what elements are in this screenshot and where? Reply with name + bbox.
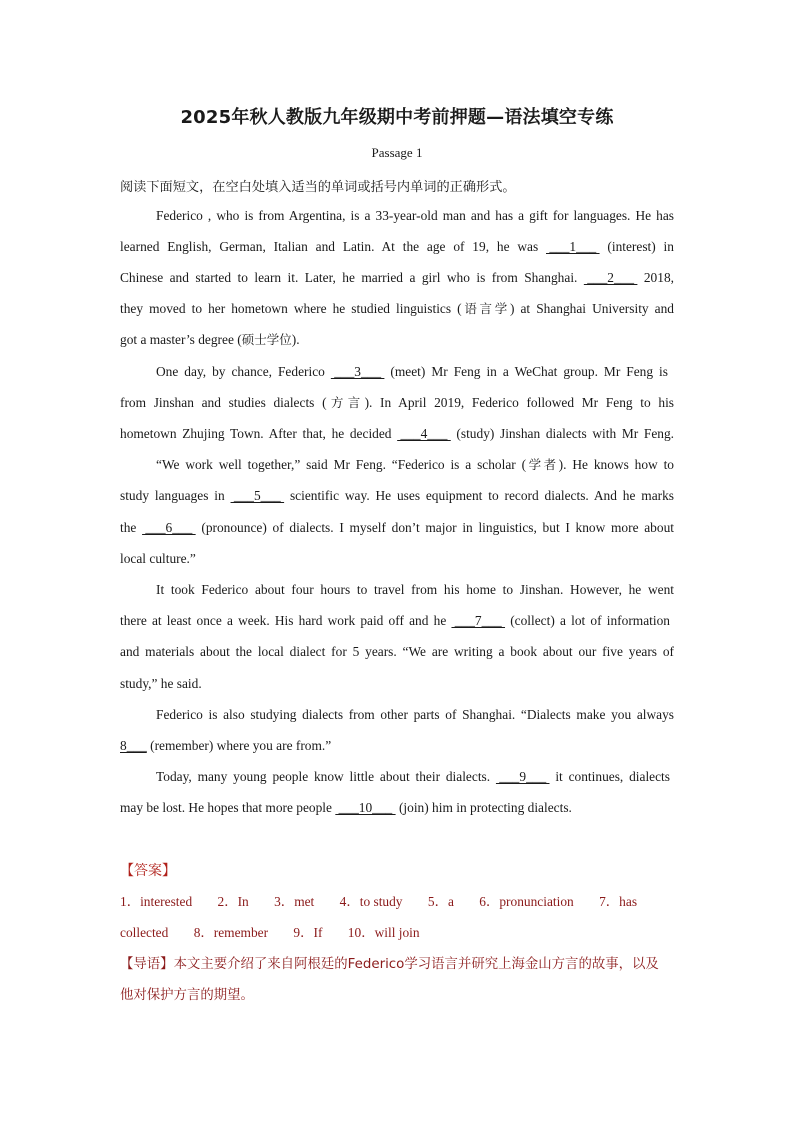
answer-item: 10．will join	[347, 925, 420, 940]
passage-text: study,” he said.	[120, 676, 202, 691]
passage-text: there at least once a week. His hard work paid off and he	[120, 613, 447, 628]
passage-text: (interest) in	[607, 239, 674, 254]
passage-text: scientific way. He uses equipment to record dialects. And he marks	[289, 488, 675, 503]
passage-subtitle: Passage 1	[371, 145, 423, 160]
passage-text: local culture.”	[120, 551, 196, 566]
passage-text: learned English, German, Italian and Latin. At the age of 19, he was	[120, 239, 539, 254]
passage-line	[120, 330, 674, 350]
passage-text: and materials about the local dialect for 5 years. “We are writing a book about our five years of	[120, 644, 674, 659]
passage-text: (meet) Mr Feng in a WeChat group. Mr Feng is	[390, 364, 668, 379]
passage-line	[120, 642, 674, 662]
passage-text: (join) him in protecting dialects.	[398, 800, 572, 815]
passage-line	[120, 424, 674, 444]
passage-text: “We work well together,” said Mr Feng. “Federico is a scholar (	[156, 457, 527, 472]
answer-item: 1．interested	[120, 894, 193, 909]
passage-line	[120, 518, 674, 538]
passage-text: One day, by chance, Federico	[156, 364, 325, 379]
passage-text: Chinese and started to learn it. Later, he married a girl who is from Shanghai.	[120, 270, 578, 285]
passage-text: may be lost. He hopes that more people	[120, 800, 332, 815]
blank-10[interactable]: ___10___	[335, 800, 396, 815]
passage-text: ). In April 2019, Federico followed Mr Feng to his	[364, 395, 674, 410]
answer-line-1	[120, 892, 674, 912]
passage-text: Federico , who is from Argentina, is a 33-year-old man and has a gift for languages. He has	[156, 208, 674, 223]
answer-item: 3．met	[274, 894, 315, 909]
blank-7[interactable]: ___7___	[451, 613, 506, 628]
blank-4[interactable]: ___4___	[397, 426, 451, 441]
passage-line	[156, 580, 674, 600]
passage-text: from Jinshan and studies dialects (	[120, 395, 327, 410]
answer-item: collected	[120, 925, 169, 940]
page-title: 2025年秋人教版九年级期中考前押题—语法填空专练	[180, 107, 614, 128]
guide-text: 本文主要介绍了来自阿根廷的Federico学习语言并研究上海金山方言的故事，以及	[173, 957, 659, 972]
blank-6[interactable]: ___6___	[142, 520, 196, 535]
passage-text: they moved to her hometown where he studied linguistics (	[120, 301, 462, 316]
passage-text: (pronounce) of dialects. I myself don’t major in linguistics, but I know more about	[201, 520, 674, 535]
passage-line	[120, 549, 674, 569]
blank-1[interactable]: ___1___	[546, 239, 600, 254]
passage-line	[120, 268, 674, 288]
instruction-text: 阅读下面短文，在空白处填入适当的单词或括号内单词的正确形式。	[120, 180, 516, 195]
passage-text: 2018,	[643, 270, 674, 285]
passage-text: ).	[291, 332, 300, 347]
passage-line	[120, 486, 674, 506]
answer-item: 7．has	[599, 894, 638, 909]
answer-item: 9．If	[293, 925, 323, 940]
gloss-text: 硕士学位	[241, 332, 292, 347]
passage-line	[120, 299, 674, 319]
answer-line-2	[120, 923, 674, 943]
passage-text: Federico is also studying dialects from other parts of Shanghai. “Dialects make you always	[156, 707, 674, 722]
passage-text: got a master’s degree (	[120, 332, 242, 347]
passage-text: the	[120, 520, 137, 535]
passage-text: hometown Zhujing Town. After that, he decided	[120, 426, 392, 441]
passage-line	[120, 798, 674, 818]
passage-text: ) at Shanghai University and	[509, 301, 675, 316]
blank-5[interactable]: ___5___	[230, 488, 285, 503]
answer-heading: 【答案】	[120, 863, 176, 879]
passage-text: (remember) where you are from.”	[150, 738, 332, 753]
passage-line	[120, 393, 674, 413]
guide-text: 他对保护方言的期望。	[120, 988, 254, 1003]
passage-line	[120, 674, 674, 694]
passage-line	[156, 206, 674, 226]
blank-8[interactable]: 8___	[120, 738, 147, 753]
passage-line	[156, 362, 668, 382]
answer-item: 6．pronunciation	[479, 894, 574, 909]
passage-line	[120, 736, 674, 756]
guide-line-2	[120, 986, 680, 1006]
gloss-text: 语言学	[461, 301, 510, 316]
passage-text: study languages in	[120, 488, 225, 503]
gloss-text: 学者	[526, 457, 559, 472]
blank-9[interactable]: ___9___	[495, 769, 550, 784]
passage-line	[156, 455, 674, 475]
passage-text: (collect) a lot of information	[510, 613, 670, 628]
guide-label: 【导语】	[120, 957, 174, 972]
gloss-text: 方言	[326, 395, 365, 410]
answer-item: 5．a	[427, 894, 454, 909]
passage-text: It took Federico about four hours to travel from his home to Jinshan. However, he went	[156, 582, 674, 597]
passage-text: Today, many young people know little about their dialects.	[156, 769, 491, 784]
guide-line-1	[120, 955, 680, 975]
answer-item: 4．to study	[339, 894, 403, 909]
blank-2[interactable]: ___2___	[583, 270, 638, 285]
passage-text: it continues, dialects	[555, 769, 670, 784]
answer-item: 8．remember	[193, 925, 269, 940]
passage-line	[156, 705, 674, 725]
blank-3[interactable]: ___3___	[330, 364, 385, 379]
passage-text: (study) Jinshan dialects with Mr Feng.	[456, 426, 674, 441]
passage-line	[120, 237, 674, 257]
answer-item: 2．In	[217, 894, 249, 909]
passage-text: ). He knows how to	[558, 457, 674, 472]
passage-line	[156, 767, 670, 787]
passage-line	[120, 611, 670, 631]
